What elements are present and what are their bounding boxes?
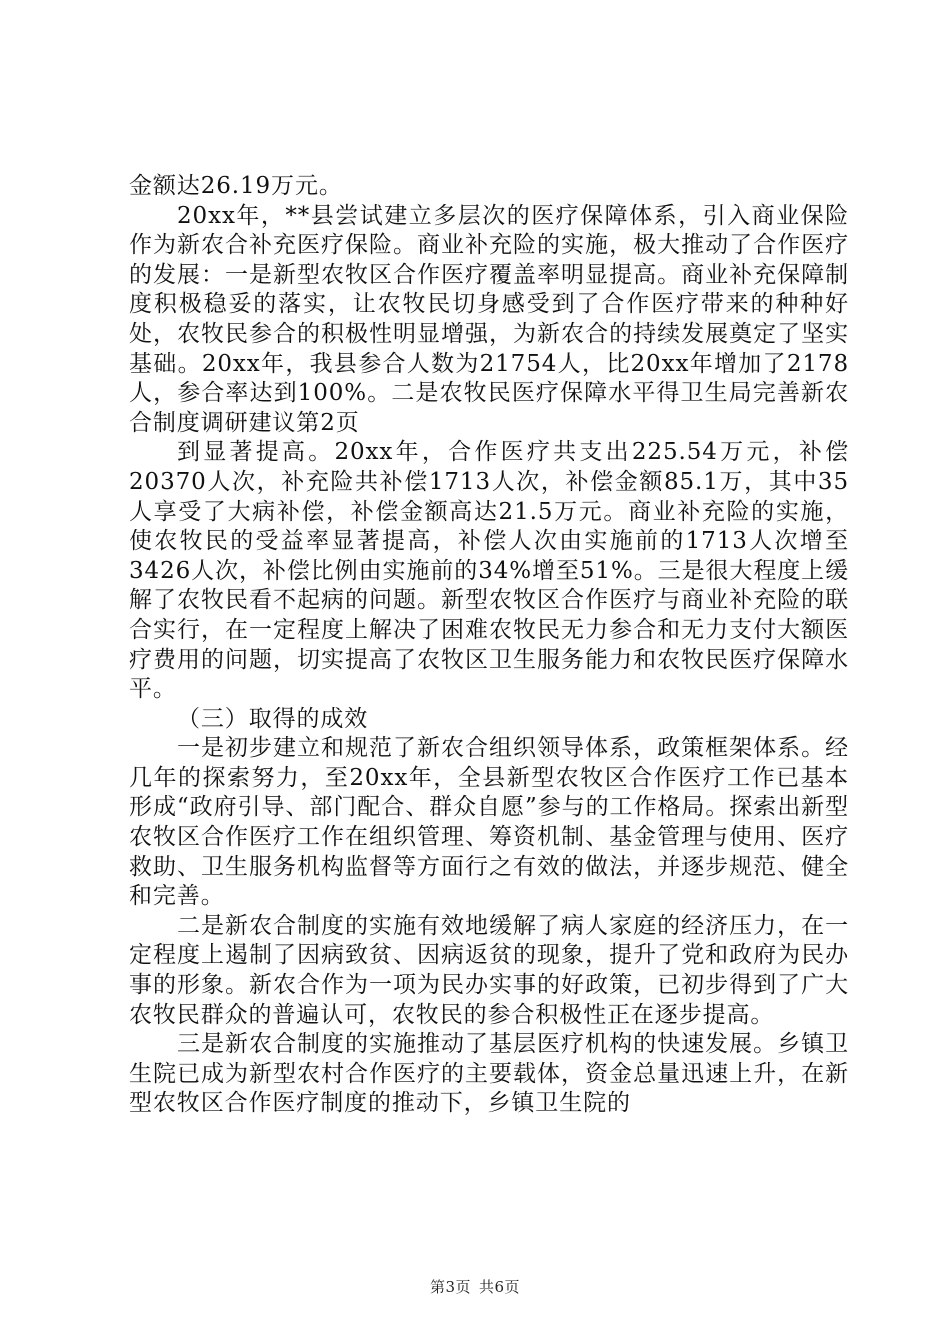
paragraph-continuation: 金额达26.19万元。: [129, 173, 343, 199]
paragraph-achievement-two: 二是新农合制度的实施有效地缓解了病人家庭的经济压力，在一定程度上遏制了因病致贫、因病返贫的现象，提升了党和政府为民办事的形象。新农合作为一项为民办实事的好政策，已初步得到了广大农牧民群众的普遍认可，农牧民的参合积极性正在逐步提高。: [129, 912, 849, 1028]
page-number-total: 共6页: [479, 1278, 521, 1296]
paragraph-commercial-insurance: 20xx年，**县尝试建立多层次的医疗保障体系，引入商业保险作为新农合补充医疗保险。商业补充险的实施，极大推动了合作医疗的发展：一是新型农牧区合作医疗覆盖率明显提高。商业补充保障制度积极稳妥的落实，让农牧民切身感受到了合作医疗带来的种种好处，农牧民参合的积极性明显增强，为新农合的持续发展奠定了坚实基础。20xx年，我县参合人数为21754人，比20xx年增加了2178人，参合率达到100%。二是农牧民医疗保障水平得卫生局完善新农合制度调研建议第2页: [129, 202, 849, 436]
paragraph-achievement-one: 一是初步建立和规范了新农合组织领导体系，政策框架体系。经几年的探索努力，至20xx年，全县新型农牧区合作医疗工作已基本形成“政府引导、部门配合、群众自愿”参与的工作格局。探索出新型农牧区合作医疗工作在组织管理、筹资机制、基金管理与使用、医疗救助、卫生服务机构监督等方面行之有效的做法，并逐步规范、健全和完善。: [129, 735, 849, 910]
section-heading-achievements: （三）取得的成效: [177, 705, 369, 732]
paragraph-improvement: 到显著提高。20xx年，合作医疗共支出225.54万元，补偿20370人次，补充险共补偿1713人次，补偿金额85.1万，其中35人享受了大病补偿，补偿金额高达21.5万元。商业补充险的实施，使农牧民的受益率显著提高，补偿人次由实施前的1713人次增至3426人次，补偿比例由实施前的34%增至51%。三是很大程度上缓解了农牧民看不起病的问题。新型农牧区合作医疗与商业补充险的联合实行，在一定程度上解决了困难农牧民无力参合和无力支付大额医疗费用的问题，切实提高了农牧区卫生服务能力和农牧民医疗保障水平。: [129, 439, 849, 703]
paragraph-achievement-three: 三是新农合制度的实施推动了基层医疗机构的快速发展。乡镇卫生院已成为新型农村合作医疗的主要载体，资金总量迅速上升，在新型农牧区合作医疗制度的推动下，乡镇卫生院的: [129, 1031, 849, 1117]
page-number-current: 第3页: [429, 1278, 471, 1296]
page-footer: [0, 1276, 950, 1297]
document-body: [129, 172, 849, 1119]
